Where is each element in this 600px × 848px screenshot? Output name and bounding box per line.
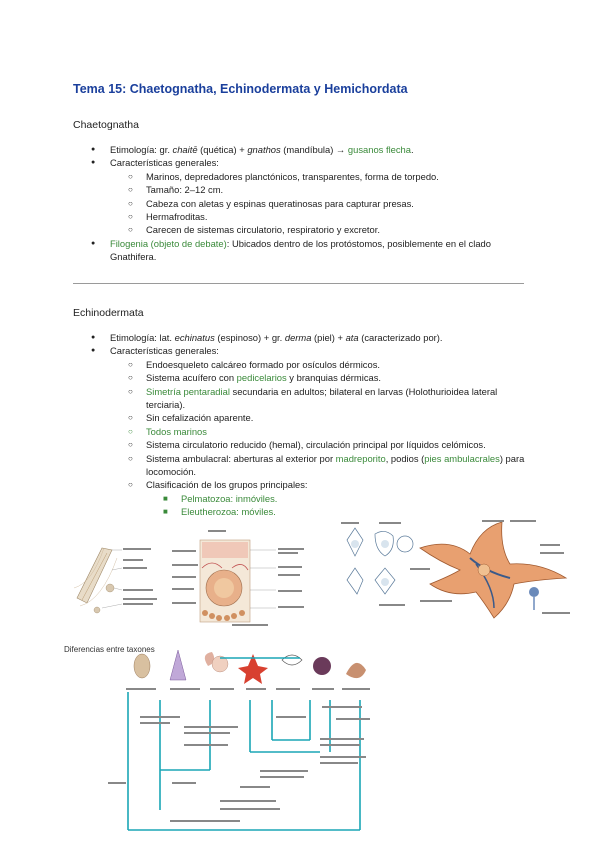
list-item: ○ Cabeza con aletas y espinas queratinosas para capturar presas. <box>0 197 600 210</box>
spine-illustration <box>74 548 117 613</box>
taxa-illustrations <box>134 650 366 684</box>
list-item: ○ Sistema acuífero con pedicelarios y branquias dérmicas. <box>0 371 600 384</box>
larvae-figure <box>335 520 415 610</box>
chaetognatha-heading: Chaetognatha <box>73 119 139 131</box>
list-item: ○ Sin cefalización aparente. <box>0 411 600 424</box>
echinodermata-etimologia: ● Etimología: lat. echinatus (espinoso) + gr. derma (piel) + ata (caracterizado por). <box>0 331 600 344</box>
echinodermata-list <box>0 331 600 519</box>
list-item: ■ Eleutherozoa: móviles. <box>0 505 600 518</box>
section-divider <box>73 283 524 284</box>
page-title: Tema 15: Chaetognatha, Echinodermata y Hemichordata <box>73 82 408 96</box>
chaetognatha-list <box>0 143 600 264</box>
echinodermata-caracteristicas: ● Características generales: <box>0 344 600 357</box>
list-item: ○ Tamaño: 2–12 cm. <box>0 183 600 196</box>
list-item: ○ Marinos, depredadores planctónicos, transparentes, forma de torpedo. <box>0 170 600 183</box>
starfish-anatomy-figure <box>410 518 575 623</box>
differences-label: Diferencias entre taxones <box>64 645 155 654</box>
list-item: ○ Sistema ambulacral: aberturas al exterior por madreporito, podios (pies ambulacrales) para locomoción. <box>0 452 600 479</box>
pedicellaria-figure <box>72 528 172 618</box>
list-item: ○ Hermafroditas. <box>0 210 600 223</box>
list-item: ○ Endoesqueleto calcáreo formado por osículos dérmicos. <box>0 358 600 371</box>
list-item: ○ Clasificación de los grupos principales: <box>0 478 600 491</box>
echinoderm-section-figure <box>172 528 312 633</box>
list-item: ■ Pelmatozoa: inmóviles. <box>0 492 600 505</box>
chaetognatha-caracteristicas: ● Características generales: <box>0 156 600 169</box>
list-item: ○ Todos marinos <box>0 425 600 438</box>
chaetognatha-etimologia: ● Etimología: gr. chaitē (quética) + gnathos (mandíbula) → gusanos flecha. <box>0 143 600 156</box>
chaetognatha-filogenia: ● Filogenia (objeto de debate): Ubicados dentro de los protóstomos, posiblemente en el clado Gnathifera. <box>0 237 600 264</box>
list-item: ○ Sistema circulatorio reducido (hemal), circulación principal por líquidos celómicos. <box>0 438 600 451</box>
phylogeny-figure <box>60 640 395 840</box>
list-item: ○ Simetría pentaradial secundaria en adultos; bilateral en larvas (Holothurioidea lateral terciaria). <box>0 385 600 412</box>
list-item: ○ Carecen de sistemas circulatorio, respiratorio y excretor. <box>0 223 600 236</box>
echinodermata-heading: Echinodermata <box>73 307 144 319</box>
